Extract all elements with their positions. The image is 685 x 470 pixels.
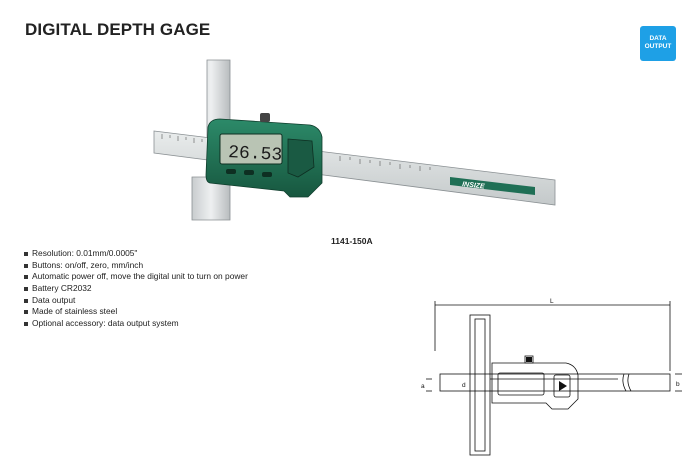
- lcd-reading: 26.53: [227, 143, 283, 166]
- model-number: 1141-150A: [331, 236, 373, 246]
- technical-drawing: [418, 295, 683, 460]
- play-triangle-icon: [559, 381, 567, 391]
- mm-inch-button: [244, 170, 254, 175]
- onoff-button: [226, 169, 236, 174]
- lock-screw: [260, 113, 270, 122]
- feature-item: Data output: [22, 295, 248, 307]
- dim-label-L: L: [550, 298, 554, 305]
- badge-line-1: DATA: [649, 35, 667, 42]
- feature-item: Made of stainless steel: [22, 306, 248, 318]
- brand-logo: INSIZE: [461, 181, 485, 191]
- page-title: DIGITAL DEPTH GAGE: [25, 20, 211, 39]
- dim-label-a: a: [421, 383, 425, 390]
- feature-item: Resolution: 0.01mm/0.0005": [22, 248, 248, 260]
- zero-button: [262, 172, 272, 177]
- feature-item: Buttons: on/off, zero, mm/inch: [22, 260, 248, 272]
- dim-label-b: b: [676, 381, 680, 388]
- feature-item: Automatic power off, move the digital unit to turn on power: [22, 271, 248, 283]
- feature-item: Optional accessory: data output system: [22, 318, 248, 330]
- feature-list: [22, 248, 248, 330]
- product-photo: [150, 55, 560, 235]
- feature-item: Battery CR2032: [22, 283, 248, 295]
- data-output-badge: [640, 26, 676, 61]
- badge-line-2: OUTPUT: [644, 43, 672, 50]
- dim-label-d: d: [462, 382, 466, 389]
